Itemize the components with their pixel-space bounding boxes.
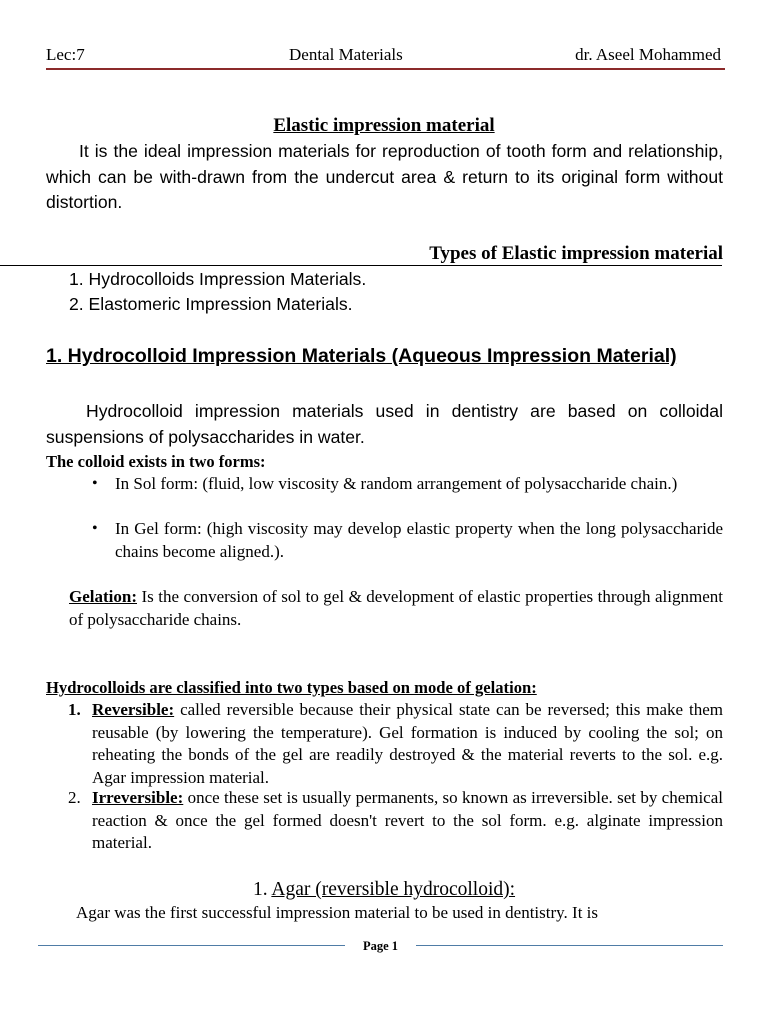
gelation-definition <box>69 585 723 631</box>
bullet-marker: • <box>92 475 98 492</box>
author-name: dr. Aseel Mohammed <box>575 45 721 64</box>
class-item-irreversible <box>92 787 723 855</box>
intro-paragraph: It is the ideal impression materials for reproduction of tooth form and relationship, which can be with-drawn from the undercut area & return to its original form without distortion. <box>46 141 723 212</box>
types-item-elastomeric: 2. Elastomeric Impression Materials. <box>69 294 353 314</box>
class-term: Reversible: <box>92 700 175 719</box>
course-title: Dental Materials <box>289 45 403 64</box>
form-item-gel: In Gel form: (high viscosity may develop elastic property when the long polysaccharide chains become aligned.). <box>115 519 723 561</box>
class-text: once these set is usually permanents, so known as irreversible. set by chemical reaction & once the gel formed doesn't revert to the sol form. e.g. alginate impression material. <box>92 788 723 852</box>
forms-heading: The colloid exists in two forms: <box>46 452 266 471</box>
form-item-sol: In Sol form: (fluid, low viscosity & random arrangement of polysaccharide chain.) <box>115 474 678 493</box>
class-term: Irreversible: <box>92 788 184 807</box>
agar-paragraph: Agar was the first successful impression material to be used in dentistry. It is <box>76 903 599 922</box>
gelation-term: Gelation: <box>69 587 137 606</box>
classification-heading: Hydrocolloids are classified into two types based on mode of gelation: <box>46 678 537 697</box>
class-number: 1. <box>68 700 81 719</box>
page-title: Elastic impression material <box>273 115 495 136</box>
footer-rule-right <box>416 945 723 946</box>
gelation-text: Is the conversion of sol to gel & development of elastic properties through alignment of polysaccharide chains. <box>69 587 723 629</box>
class-text: called reversible because their physical state can be reversed; this make them reusable (by lowering the temperature). Gel formation is induced by cooling the sol; on reheating the bonds of the gel are readily destroyed & the material reverts to the sol. e.g. Agar impression material. <box>92 700 723 787</box>
footer-rule-left <box>38 945 345 946</box>
types-heading: Types of Elastic impression material <box>429 243 723 264</box>
bullet-marker: • <box>92 520 98 537</box>
section-intro-paragraph: Hydrocolloid impression materials used in dentistry are based on colloidal suspensions of polysaccharides in water. <box>46 401 723 447</box>
lecture-number: Lec:7 <box>46 45 85 64</box>
header-divider <box>46 68 725 70</box>
agar-heading: 1. Agar (reversible hydrocolloid): <box>252 879 516 900</box>
page-number: Page 1 <box>362 939 399 953</box>
types-item-hydrocolloids: 1. Hydrocolloids Impression Materials. <box>69 269 367 289</box>
types-heading-rule <box>0 265 722 266</box>
class-number: 2. <box>68 788 81 807</box>
class-item-reversible <box>92 699 723 789</box>
section-heading-hydrocolloid: 1. Hydrocolloid Impression Materials (Aqueous Impression Material) <box>46 345 677 367</box>
